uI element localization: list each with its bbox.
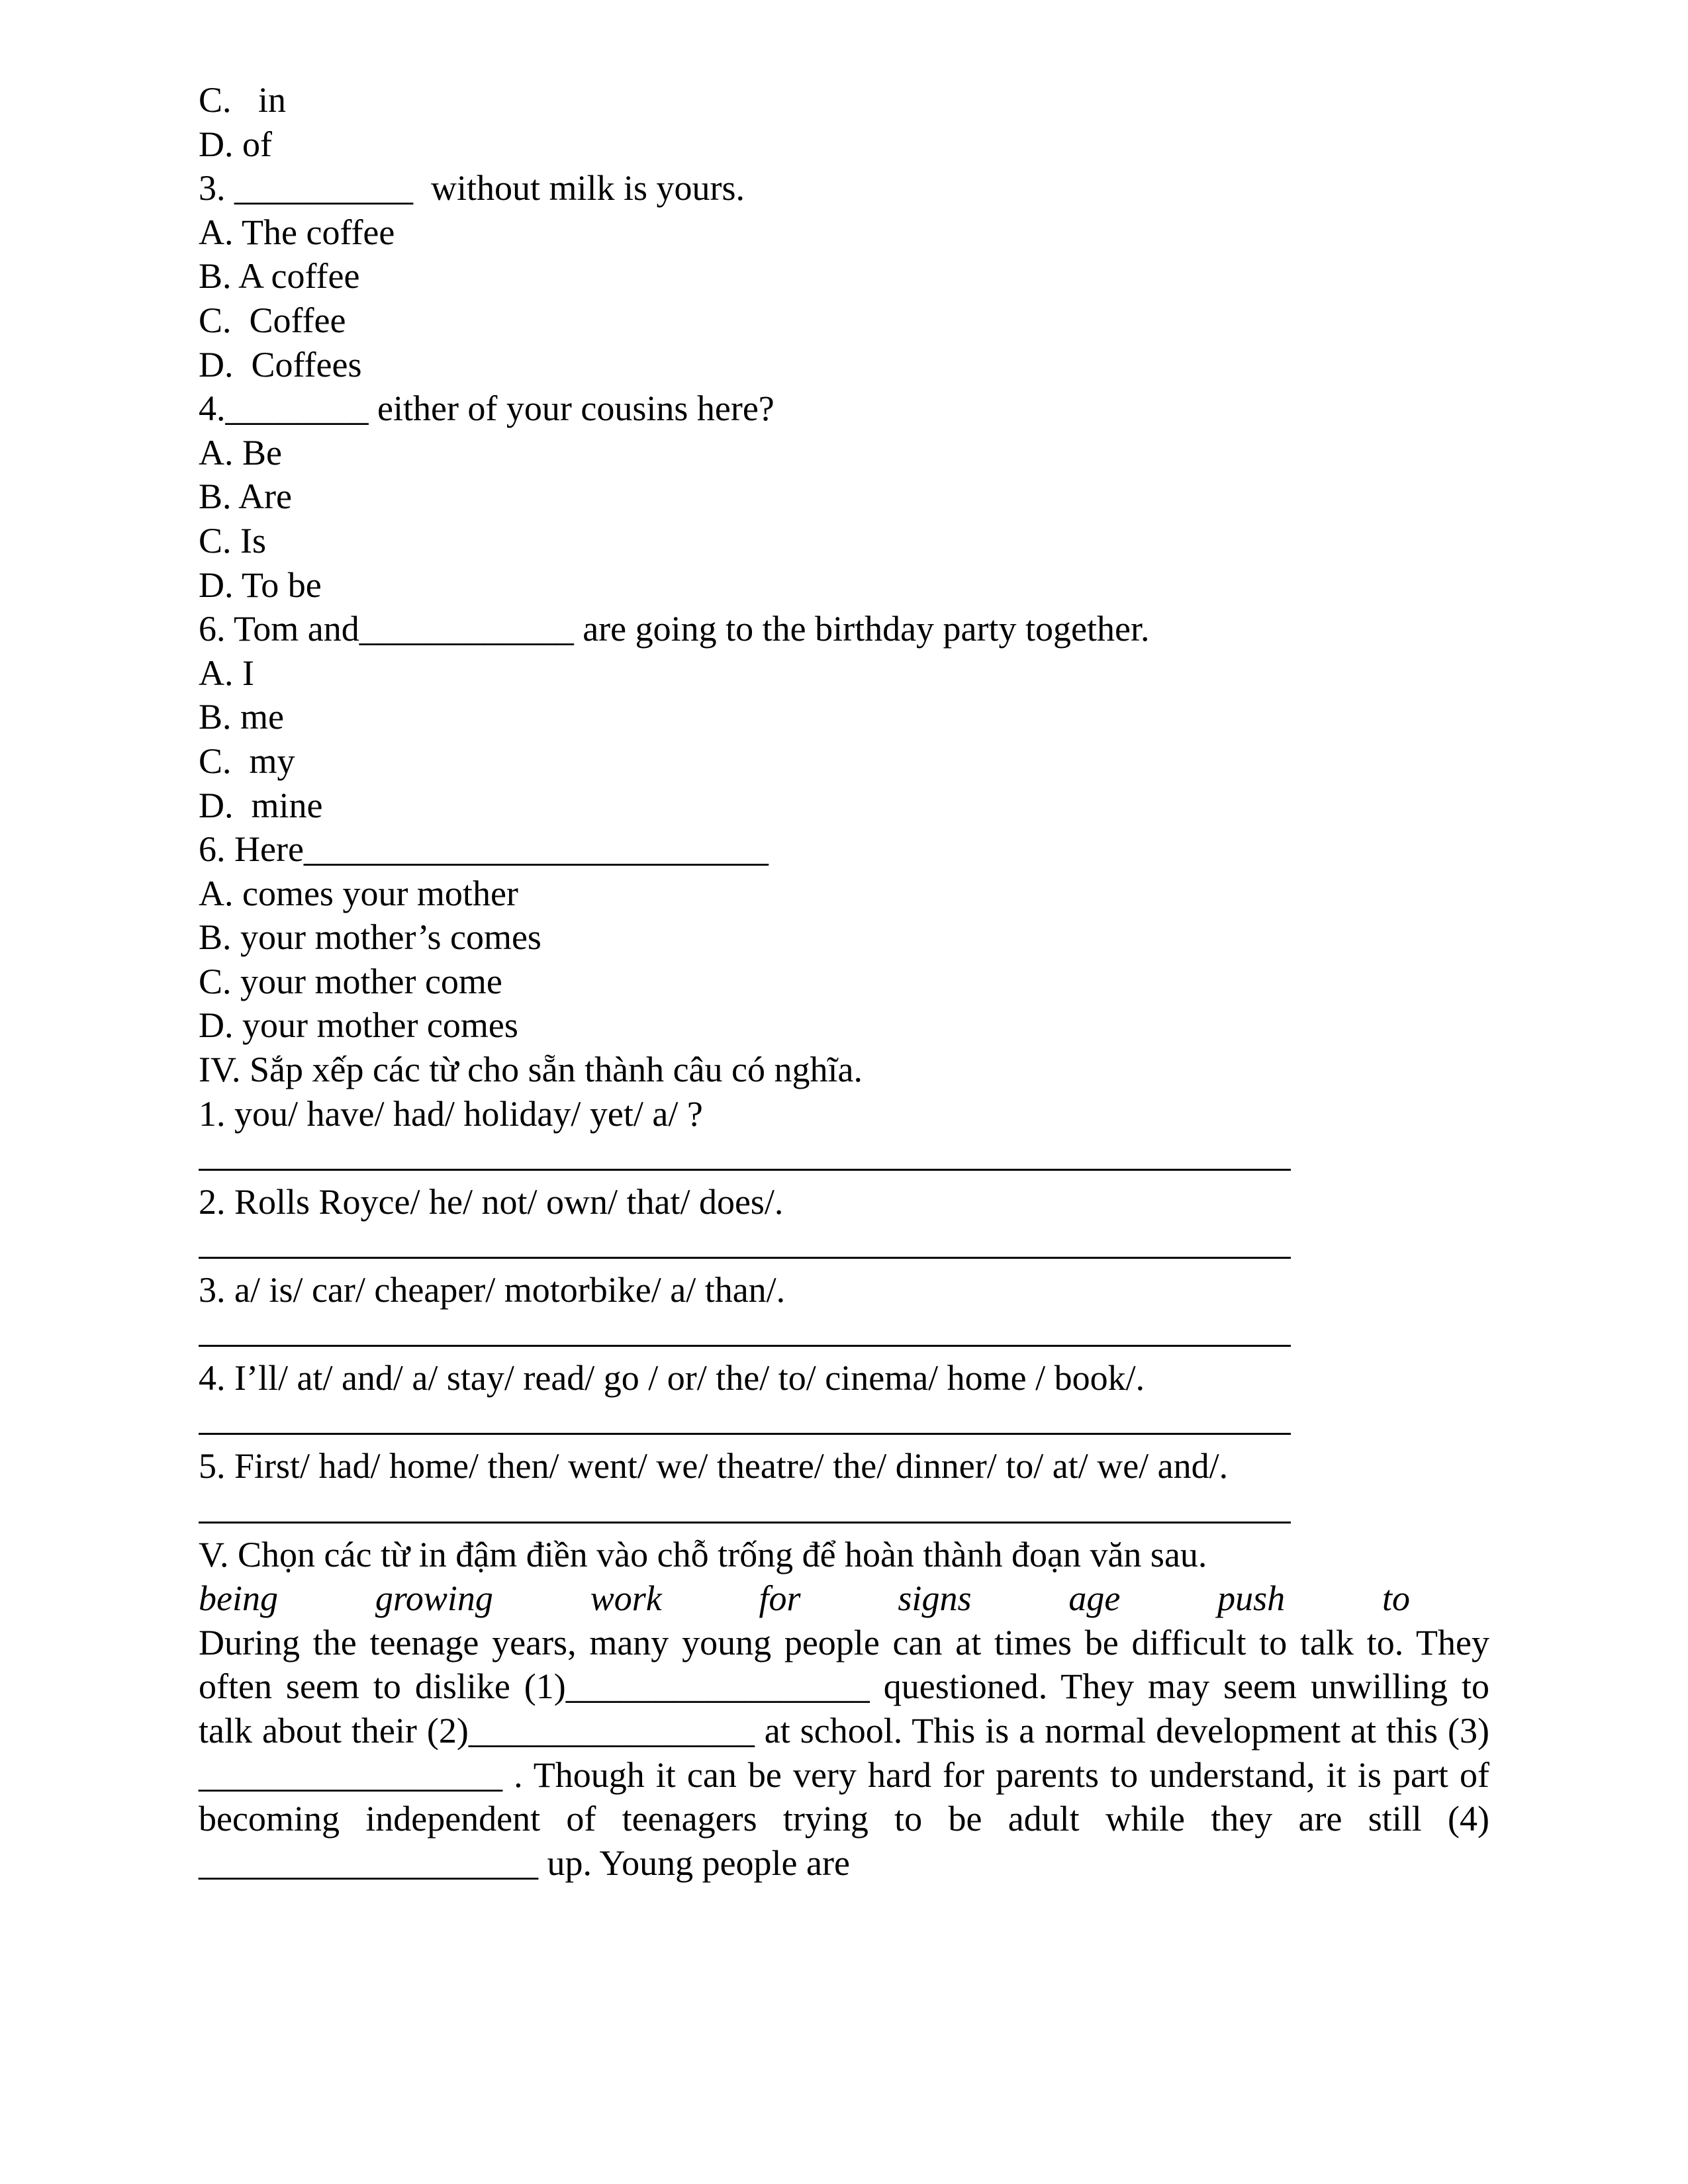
word-bank-item: being: [199, 1578, 278, 1619]
section-v-title: V. Chọn các từ in đậm điền vào chỗ trống để hoàn thành đoạn văn sau.: [199, 1534, 1207, 1574]
option-a: A. I: [199, 653, 254, 693]
question-stem: 6. Here__________________________: [199, 829, 769, 870]
word-bank: [199, 1576, 1410, 1621]
option-d: D. your mother comes: [199, 1005, 518, 1046]
question-stem: 6. Tom and____________ are going to the birthday party together.: [199, 609, 1150, 649]
question-stem: 3. __________ without milk is yours.: [199, 168, 745, 208]
word-bank-item: growing: [375, 1578, 493, 1619]
word-bank-item: signs: [898, 1578, 972, 1619]
option-d: D. Coffees: [199, 344, 362, 385]
option-b: B. me: [199, 697, 284, 737]
answer-line: [199, 1312, 1489, 1357]
answer-line: [199, 1488, 1489, 1533]
arrange-item: 4. I’ll/ at/ and/ a/ stay/ read/ go / or/ the/ to/ cinema/ home / book/.: [199, 1358, 1145, 1398]
option-d: D. mine: [199, 785, 323, 825]
option-b: B. Are: [199, 477, 292, 517]
word-bank-item: age: [1068, 1578, 1121, 1619]
option-a: A. Be: [199, 432, 282, 473]
option-a: A. comes your mother: [199, 873, 518, 913]
option-c: C. Is: [199, 520, 267, 561]
option-b: B. your mother’s comes: [199, 917, 541, 958]
arrange-item: 3. a/ is/ car/ cheaper/ motorbike/ a/ than/.: [199, 1270, 786, 1310]
passage: During the teenage years, many young people can at times be difficult to talk to. They often seem to dislike (1)_________________ questioned. They may seem unwilling to talk about their (2)________________ at school. This is a normal development at this (3) _________________ . Though it can be very hard for parents to understand, it is part of becoming independent of teenagers trying to be adult while they are still (4) ___________________ up. Young people are: [199, 1622, 1489, 1883]
answer-line: [199, 1136, 1489, 1180]
option-d: D. To be: [199, 565, 322, 605]
question-stem: 4.________ either of your cousins here?: [199, 388, 774, 429]
arrange-item: 5. First/ had/ home/ then/ went/ we/ theatre/ the/ dinner/ to/ at/ we/ and/.: [199, 1446, 1229, 1486]
worksheet-content: [199, 78, 1489, 1885]
arrange-item: 2. Rolls Royce/ he/ not/ own/ that/ does/.: [199, 1181, 784, 1222]
arrange-item: 1. you/ have/ had/ holiday/ yet/ a/ ?: [199, 1093, 703, 1134]
option-c: C. my: [199, 741, 295, 781]
option-b: B. A coffee: [199, 256, 360, 296]
word-bank-item: work: [590, 1578, 662, 1619]
answer-line: [199, 1400, 1489, 1445]
option-a: A. The coffee: [199, 212, 395, 252]
word-bank-item: for: [759, 1578, 801, 1619]
section-iv-title: IV. Sắp xếp các từ cho sẵn thành câu có nghĩa.: [199, 1050, 863, 1090]
option-c: C. Coffee: [199, 300, 346, 340]
word-bank-item: to: [1382, 1578, 1410, 1619]
answer-line: [199, 1224, 1489, 1268]
option-c: C. your mother come: [199, 961, 502, 1001]
word-bank-item: push: [1217, 1578, 1286, 1619]
option-d: D. of: [199, 124, 272, 164]
option-c: C. in: [199, 80, 287, 120]
